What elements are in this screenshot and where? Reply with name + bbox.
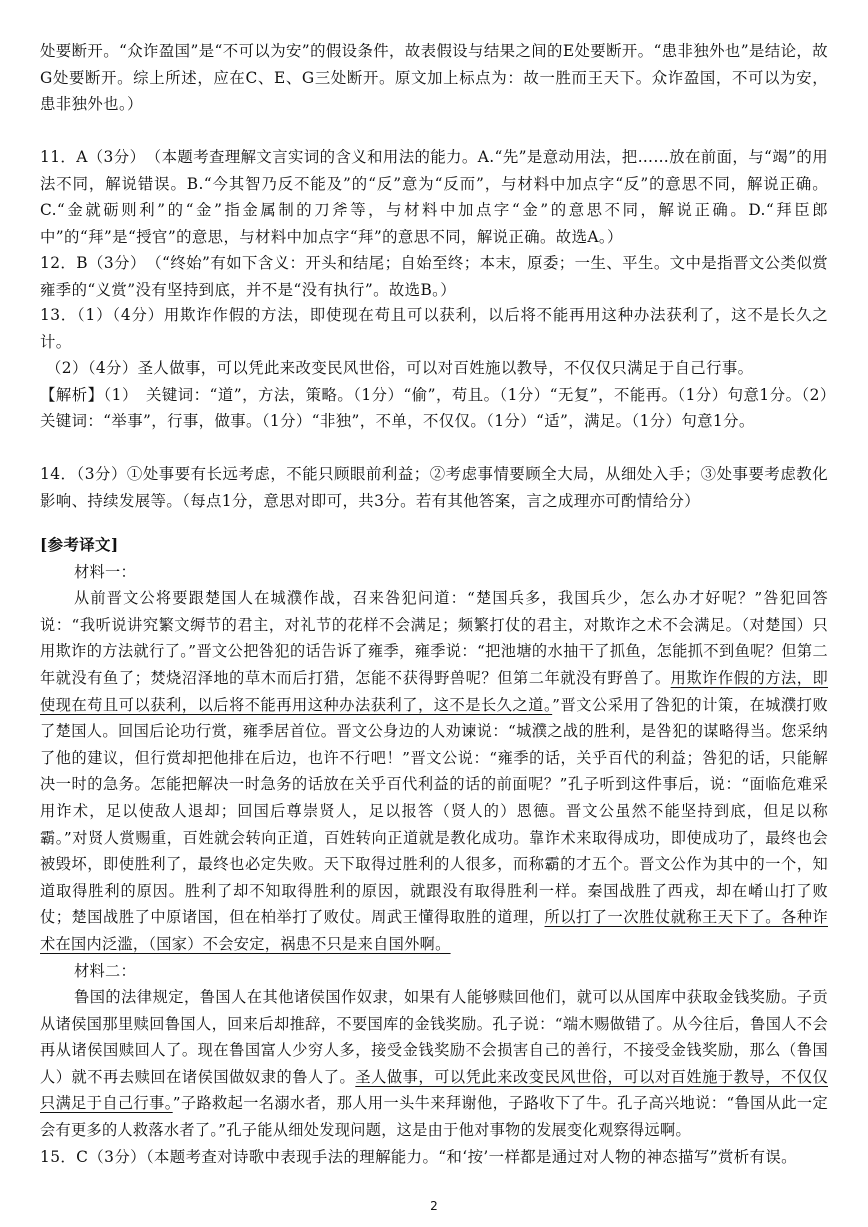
answer-14-text: 14．（3分）①处事要有长远考虑，不能只顾眼前利益；②考虑事情要顾全大局，从细处入手；③处事要考虑教化影响、持续发展等。（每点1分，意思对即可，共3分。若有其他答案，言之成理亦可酌情给分） <box>40 465 828 510</box>
page-number: 2 <box>430 1199 438 1213</box>
answer-11-text: 11．A（3分） （本题考查理解文言实词的含义和用法的能力。A.“先”是意动用法，把……放在前面，与“竭”的用法不同，解说错误。B.“今其智乃反不能及”的“反”意为“反而”，与材料中加点字“反”的意思不同，解说正确。C.“金就砺则利”的“金”指金属制的刀斧等，与材料中加点字“金”的意思不同，解说正确。D.“拜臣郎中”的“拜”是“授官”的意思，与材料中加点字“拜”的意思不同，解说正确。故选A。） <box>40 148 828 246</box>
answer-14 <box>0 461 868 514</box>
answer-13-part2: （2）（4分）圣人做事，可以凭此来改变民风世俗，可以对百姓施以教导，不仅仅只满足于自己行事。 <box>46 359 754 378</box>
material-1-underlined-2: 所以打了一次胜仗就称王天下了。各种诈术在国内泛滥，（国家）不会安定，祸患不只是来自国外啊。 <box>40 908 828 953</box>
material-2-text <box>0 984 868 1144</box>
material-2-part-a: 鲁国的法律规定，鲁国人在其他诸侯国作奴隶，如果有人能够赎回他们，就可以从国库中获取金钱奖励。子贡从诸侯国那里赎回鲁国人，回来后却推辞，不要国库的金钱奖励。孔子说：“端木赐做错了。从今往后，鲁国人不会再从诸侯国赎回人了。现在鲁国富人少穷人多，接受金钱奖励不会损害自己的善行，不接受金钱奖励，那么（鲁国人）就不再去赎回在诸侯国做奴隶的鲁人了。 <box>40 988 828 1086</box>
material-1-label: 材料一： <box>74 562 136 581</box>
translation-heading: [参考译文] <box>40 536 119 554</box>
answer-13 <box>0 302 868 435</box>
material-2-label: 材料二： <box>74 961 136 980</box>
material-1-part-a: 从前晋文公将要跟楚国人在城濮作战，召来咎犯问道：“楚国兵多，我国兵少，怎么办才好呢？”咎犯回答说：“我听说讲究繁文缛节的君主，对礼节的花样不会满足；频繁打仗的君主，对欺诈之术不会满足。（对楚国）只用欺诈的方法就行了。”晋文公把咎犯的话告诉了雍季，雍季说：“把池塘的水抽干了抓鱼，怎能抓不到鱼呢？但第二年就没有鱼了；焚烧沼泽地的草木而后打猎，怎能不获得野兽呢？但第二年就没有野兽了。 <box>40 589 828 687</box>
answer-11 <box>0 144 868 250</box>
material-1-underlined-1: 用欺诈作假的方法，即使现在苟且可以获利，以后将不能再用这种办法获利了，这不是长久之道。 <box>40 668 829 714</box>
answer-continuation <box>0 38 868 118</box>
answer-13-part1: 13．（1）（4分）用欺诈作假的方法，即使现在苟且可以获利，以后将不能再用这种办法获利了，这不是长久之计。 <box>40 306 828 351</box>
answer-12 <box>0 250 868 303</box>
answer-13-analysis: 【解析】（1） 关键词：“道”，方法，策略。（1分）“偷”，苟且。（1分）“无复”，不能再。（1分）句意1分。（2） 关键词：“举事”，行事，做事。（1分）“非独”，不单，不仅仅。（1分）“适”，满足。（1分）句意1分。 <box>40 385 844 431</box>
answer-15-text: 15．C（3分）（本题考查对诗歌中表现手法的理解能力。“和‘按’一样都是通过对人物的神态描写”赏析有误。 <box>40 1147 797 1166</box>
material-1-text <box>0 585 868 957</box>
answer-12-text: 12．B（3分） （“终始”有如下含义：开头和结尾；自始至终；本末，原委；一生、平生。文中是指晋文公类似赏雍季的“义赏”没有坚持到底，并不是“没有执行”。故选B。） <box>40 254 828 299</box>
answer-10-continuation: 处要断开。“众诈盈国”是“不可以为安”的假设条件，故表假设与结果之间的E处要断开。“患非独外也”是结论，故G处要断开。综上所述，应在C、E、G三处断开。原文加上标点为：故一胜而王天下。众诈盈国，不可以为安，患非独外也。） <box>40 42 828 114</box>
material-2-part-b: ”子路救起一名溺水者，那人用一头牛来拜谢他，子路收下了牛。孔子高兴地说：“鲁国从此一定会有更多的人救落水者了。”孔子能从细处发现问题，这是由于他对事物的发展变化观察得远啊。 <box>40 1094 828 1140</box>
material-2-underlined: 圣人做事，可以凭此来改变民风世俗，可以对百姓施于教导，不仅仅只满足于自己行事。 <box>40 1067 829 1113</box>
material-1-part-b: ”晋文公采用了咎犯的计策，在城濮打败了楚国人。回国后论功行赏，雍季居首位。晋文公身边的人劝谏说：“城濮之战的胜利，是咎犯的谋略得当。您采纳了他的建议，但行赏却把他排在后边，也许不行吧！”晋文公说：“雍季的话，关乎百代的利益；咎犯的话，只能解决一时的急务。怎能把解决一时急务的话放在关乎百代利益的话的前面呢？”孔子听到这件事后，说：“面临危难采用诈术，足以使敌人退却；回国后尊崇贤人，足以报答（贤人的）恩德。晋文公虽然不能坚持到底，但足以称霸。”对贤人赏赐重，百姓就会转向正道，百姓转向正道就是教化成功。靠诈术来取得成功，即使成功了，最终也会被毁坏，即使胜利了，最终也必定失败。天下取得过胜利的人很多，而称霸的才五个。晋文公作为其中的一个，知道取得胜利的原因。胜利了却不知取得胜利的原因，就跟没有取得胜利一样。秦国战胜了西戎，却在崤山打了败仗；楚国战胜了中原诸国，但在柏举打了败仗。周武王懂得取胜的道理， <box>40 695 828 927</box>
translation-section <box>0 532 868 1170</box>
